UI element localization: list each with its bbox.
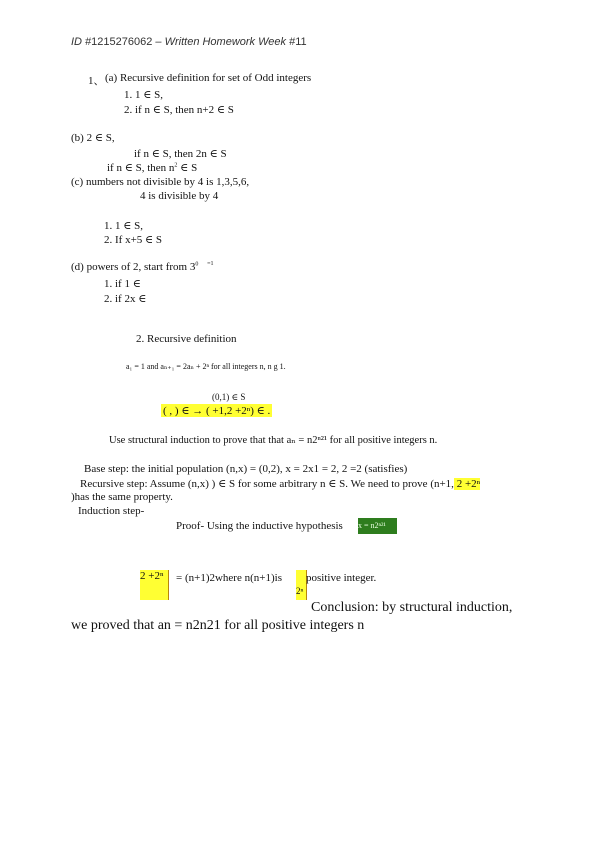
id-number: #1215276062 (85, 36, 153, 48)
q1-b-item1: if n ∈ S, then 2n ∈ S (134, 148, 227, 160)
q2-base-element: (0,1) ∈ S (212, 392, 246, 402)
q1-part-d-sup2: =1 (207, 261, 214, 268)
q1-d-item1: 1. if 1 ∈ (104, 278, 141, 290)
q2-conclusion-line1: Conclusion: by structural induction, (311, 600, 513, 615)
q2-recursive-step-text: Recursive step: Assume (n,x) ) ∈ S for some arbitrary n ∈ S. We need to prove (n+1, (80, 478, 454, 490)
q1-a-item1: 1. 1 ∈ S, (124, 89, 164, 101)
q1-part-d (71, 261, 213, 273)
q1-b-item2-text: if n ∈ S, then n (107, 162, 175, 174)
q2-equation-end: positive integer. (306, 572, 377, 584)
q2-proof: Proof- Using the inductive hypothesis (176, 520, 343, 532)
q1-c-note: 4 is divisible by 4 (140, 190, 219, 202)
q1-c-item2: 2. If x+5 ∈ S (104, 234, 163, 246)
q2-task: Use structural induction to prove that that aₙ = n2ⁿ²¹ for all positive integers n. (109, 435, 438, 446)
header-title: Written Homework Week (164, 36, 290, 48)
q1-c-item1: 1. 1 ∈ S, (104, 220, 144, 232)
q2-recursive-rule: ( , ) ∈ → ( +1,2 +2ⁿ) ∈ . (163, 405, 271, 417)
header-week: #11 (289, 36, 307, 48)
q1-number: 1、 (88, 75, 105, 87)
q1-part-a: (a) Recursive definition for set of Odd integers (105, 72, 312, 84)
q1-part-d-text: (d) powers of 2, start from 3 (71, 261, 196, 273)
q2-equation-highlight-2: 2ⁿ (296, 570, 307, 600)
q1-b-item2-end: ∈ S (177, 162, 198, 174)
q2-equation-middle: = (n+1)2where n(n+1)is (176, 572, 282, 584)
q1-d-item2: 2. if 2x ∈ (104, 293, 147, 305)
q1-b-item2 (107, 161, 197, 174)
q1-a-item2: 2. if n ∈ S, then n+2 ∈ S (124, 104, 234, 116)
q2-heading: 2. Recursive definition (136, 333, 237, 345)
q1-part-b: (b) 2 ∈ S, (71, 132, 115, 144)
q1-part-d-sup1: 0 (195, 261, 199, 268)
q1-b-item2-sup: 2 (174, 162, 178, 169)
q1-part-c: (c) numbers not divisible by 4 is 1,3,5,6, (71, 176, 250, 188)
q2-base-step: Base step: the initial population (n,x) = (0,2), x = 2x1 = 2, 2 =2 (satisfies) (84, 463, 408, 475)
q2-recursive-step (80, 477, 480, 490)
q2-definition: a₁ = 1 and aₙ₊₁ = 2aₙ + 2ⁿ for all integers n, n g 1. (126, 362, 286, 371)
q2-recursive-step-highlight: 2 +2ⁿ (453, 478, 481, 490)
document-header (71, 36, 307, 48)
id-prefix: ID (71, 36, 86, 48)
header-separator: – (152, 36, 165, 48)
q2-conclusion-line2: we proved that an = n2n21 for all positive integers n (71, 618, 365, 633)
q2-proof-highlight: x = n2ⁿ²¹ (358, 518, 397, 534)
q2-equation-highlight: 2 +2ⁿ (140, 570, 169, 600)
q2-recursive-step-end: )has the same property. (71, 491, 173, 503)
q2-induction-step: Induction step- (78, 505, 145, 517)
